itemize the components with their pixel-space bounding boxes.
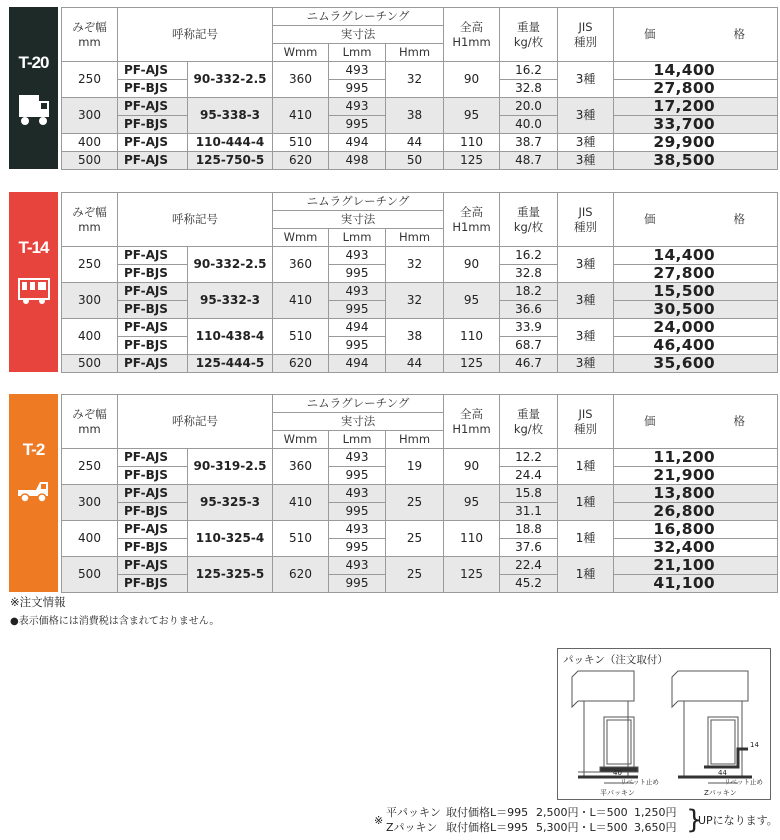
price-cell: 33,700 bbox=[614, 116, 778, 134]
col-jis-header: JIS 種別 bbox=[558, 193, 614, 247]
load-class-tag bbox=[9, 192, 58, 372]
col-weight-header: 重量 kg/枚 bbox=[500, 193, 558, 247]
table-row bbox=[62, 319, 778, 337]
l-cell: 995 bbox=[329, 539, 386, 557]
dim-right-h: 14 bbox=[750, 741, 759, 749]
price-cell: 35,600 bbox=[614, 355, 778, 373]
load-class-code: T-14 bbox=[18, 238, 49, 257]
footer-row-z: Zパッキン 取付価格L＝995 5,300円・L＝500 3,650円 bbox=[386, 821, 677, 834]
bus-icon bbox=[17, 258, 51, 310]
model-cell: 95-325-3 bbox=[188, 485, 273, 521]
jis-cell: 1種 bbox=[558, 557, 614, 593]
model-cell: 110-438-4 bbox=[188, 319, 273, 355]
notes-title: ※注文情報 bbox=[10, 595, 66, 609]
l-cell: 494 bbox=[329, 134, 386, 152]
price-cell: 24,000 bbox=[614, 319, 778, 337]
col-h-header: Hmm bbox=[386, 44, 444, 62]
weight-cell: 36.6 bbox=[500, 301, 558, 319]
col-dims-header: 実寸法 bbox=[273, 413, 444, 431]
col-width-header: みぞ幅 mm bbox=[62, 395, 118, 449]
h-cell: 32 bbox=[386, 247, 444, 283]
weight-cell: 38.7 bbox=[500, 134, 558, 152]
width-cell: 400 bbox=[62, 134, 118, 152]
diagram-title: パッキン（注文取付） bbox=[563, 654, 668, 666]
w-cell: 510 bbox=[273, 319, 329, 355]
h-cell: 25 bbox=[386, 485, 444, 521]
jis-cell: 1種 bbox=[558, 521, 614, 557]
width-cell: 500 bbox=[62, 152, 118, 170]
l-cell: 995 bbox=[329, 116, 386, 134]
jis-cell: 3種 bbox=[558, 319, 614, 355]
col-weight-header: 重量 kg/枚 bbox=[500, 395, 558, 449]
l-cell: 995 bbox=[329, 503, 386, 521]
footer-row-flat: 平パッキン 取付価格L＝995 2,500円・L＝500 1,250円 bbox=[386, 806, 677, 819]
col-price-header: 価 格 bbox=[614, 395, 778, 449]
price-cell: 21,100 bbox=[614, 557, 778, 575]
rivet-label-left: リベット止め bbox=[620, 778, 659, 786]
price-cell: 41,100 bbox=[614, 575, 778, 593]
weight-cell: 12.2 bbox=[500, 449, 558, 467]
prefix-cell: PF-BJS bbox=[118, 467, 188, 485]
price-cell: 14,400 bbox=[614, 247, 778, 265]
l-cell: 995 bbox=[329, 575, 386, 593]
h-cell: 32 bbox=[386, 62, 444, 98]
footer-up-text: UPになります。 bbox=[698, 814, 778, 827]
prefix-cell: PF-AJS bbox=[118, 319, 188, 337]
prefix-cell: PF-BJS bbox=[118, 575, 188, 593]
col-width-header: みぞ幅 mm bbox=[62, 193, 118, 247]
packing-diagram bbox=[557, 648, 771, 800]
prefix-cell: PF-AJS bbox=[118, 98, 188, 116]
l-cell: 493 bbox=[329, 449, 386, 467]
h1-cell: 110 bbox=[444, 134, 500, 152]
prefix-cell: PF-AJS bbox=[118, 557, 188, 575]
caption-z: Zパッキン bbox=[704, 789, 737, 797]
price-table bbox=[61, 394, 778, 593]
w-cell: 410 bbox=[273, 283, 329, 319]
l-cell: 995 bbox=[329, 80, 386, 98]
table-row bbox=[62, 98, 778, 116]
width-cell: 250 bbox=[62, 62, 118, 98]
weight-cell: 20.0 bbox=[500, 98, 558, 116]
model-cell: 125-325-5 bbox=[188, 557, 273, 593]
table-row bbox=[62, 485, 778, 503]
order-notes bbox=[10, 594, 219, 629]
col-l-header: Lmm bbox=[329, 431, 386, 449]
jis-cell: 3種 bbox=[558, 134, 614, 152]
section-t-14 bbox=[9, 192, 777, 372]
packing-price-footer bbox=[374, 805, 778, 835]
width-cell: 300 bbox=[62, 98, 118, 134]
footer-brace: } bbox=[686, 805, 703, 835]
l-cell: 493 bbox=[329, 247, 386, 265]
col-l-header: Lmm bbox=[329, 44, 386, 62]
price-cell: 14,400 bbox=[614, 62, 778, 80]
table-row bbox=[62, 355, 778, 373]
prefix-cell: PF-AJS bbox=[118, 355, 188, 373]
model-cell: 90-332-2.5 bbox=[188, 62, 273, 98]
l-cell: 995 bbox=[329, 467, 386, 485]
prefix-cell: PF-AJS bbox=[118, 521, 188, 539]
w-cell: 510 bbox=[273, 134, 329, 152]
table-row bbox=[62, 247, 778, 265]
caption-flat: 平パッキン bbox=[600, 789, 635, 797]
price-table bbox=[61, 7, 778, 170]
weight-cell: 45.2 bbox=[500, 575, 558, 593]
col-price-header: 価 格 bbox=[614, 8, 778, 62]
prefix-cell: PF-AJS bbox=[118, 283, 188, 301]
price-cell: 27,800 bbox=[614, 80, 778, 98]
price-table bbox=[61, 192, 778, 373]
model-cell: 110-325-4 bbox=[188, 521, 273, 557]
jis-cell: 3種 bbox=[558, 283, 614, 319]
weight-cell: 32.8 bbox=[500, 265, 558, 283]
table-row bbox=[62, 152, 778, 170]
col-dims-header: 実寸法 bbox=[273, 211, 444, 229]
l-cell: 995 bbox=[329, 337, 386, 355]
price-cell: 13,800 bbox=[614, 485, 778, 503]
prefix-cell: PF-AJS bbox=[118, 152, 188, 170]
load-class-code: T-20 bbox=[18, 53, 49, 72]
weight-cell: 37.6 bbox=[500, 539, 558, 557]
weight-cell: 16.2 bbox=[500, 62, 558, 80]
header-row bbox=[62, 8, 778, 26]
width-cell: 500 bbox=[62, 355, 118, 373]
l-cell: 493 bbox=[329, 521, 386, 539]
table-row bbox=[62, 283, 778, 301]
table-row bbox=[62, 449, 778, 467]
col-height-header: 全高 H1mm bbox=[444, 193, 500, 247]
l-cell: 995 bbox=[329, 265, 386, 283]
dim-left: 40 bbox=[613, 769, 622, 777]
price-cell: 27,800 bbox=[614, 265, 778, 283]
h1-cell: 90 bbox=[444, 247, 500, 283]
footer-star: ※ bbox=[374, 814, 384, 827]
width-cell: 400 bbox=[62, 319, 118, 355]
weight-cell: 18.2 bbox=[500, 283, 558, 301]
jis-cell: 3種 bbox=[558, 98, 614, 134]
pickup-truck-icon bbox=[16, 460, 52, 508]
h1-cell: 125 bbox=[444, 557, 500, 593]
l-cell: 493 bbox=[329, 98, 386, 116]
jis-cell: 1種 bbox=[558, 449, 614, 485]
model-cell: 125-444-5 bbox=[188, 355, 273, 373]
col-model-header: 呼称記号 bbox=[118, 8, 273, 62]
col-price-header: 価 格 bbox=[614, 193, 778, 247]
h1-cell: 95 bbox=[444, 485, 500, 521]
weight-cell: 22.4 bbox=[500, 557, 558, 575]
weight-cell: 15.8 bbox=[500, 485, 558, 503]
price-cell: 11,200 bbox=[614, 449, 778, 467]
col-w-header: Wmm bbox=[273, 229, 329, 247]
price-cell: 17,200 bbox=[614, 98, 778, 116]
model-cell: 90-319-2.5 bbox=[188, 449, 273, 485]
w-cell: 410 bbox=[273, 98, 329, 134]
weight-cell: 46.7 bbox=[500, 355, 558, 373]
price-cell: 32,400 bbox=[614, 539, 778, 557]
jis-cell: 3種 bbox=[558, 355, 614, 373]
w-cell: 360 bbox=[273, 247, 329, 283]
jis-cell: 1種 bbox=[558, 485, 614, 521]
jis-cell: 3種 bbox=[558, 247, 614, 283]
col-model-header: 呼称記号 bbox=[118, 395, 273, 449]
h1-cell: 110 bbox=[444, 319, 500, 355]
w-cell: 410 bbox=[273, 485, 329, 521]
model-cell: 110-444-4 bbox=[188, 134, 273, 152]
l-cell: 494 bbox=[329, 355, 386, 373]
section-t-20 bbox=[9, 7, 777, 169]
load-class-code: T-2 bbox=[22, 440, 45, 459]
prefix-cell: PF-BJS bbox=[118, 539, 188, 557]
prefix-cell: PF-BJS bbox=[118, 116, 188, 134]
col-l-header: Lmm bbox=[329, 229, 386, 247]
col-width-header: みぞ幅 mm bbox=[62, 8, 118, 62]
weight-cell: 31.1 bbox=[500, 503, 558, 521]
h1-cell: 95 bbox=[444, 283, 500, 319]
price-cell: 26,800 bbox=[614, 503, 778, 521]
truck-icon bbox=[17, 73, 51, 133]
weight-cell: 18.8 bbox=[500, 521, 558, 539]
h1-cell: 90 bbox=[444, 62, 500, 98]
h1-cell: 110 bbox=[444, 521, 500, 557]
col-weight-header: 重量 kg/枚 bbox=[500, 8, 558, 62]
weight-cell: 48.7 bbox=[500, 152, 558, 170]
col-w-header: Wmm bbox=[273, 431, 329, 449]
l-cell: 493 bbox=[329, 557, 386, 575]
col-height-header: 全高 H1mm bbox=[444, 8, 500, 62]
l-cell: 494 bbox=[329, 319, 386, 337]
jis-cell: 3種 bbox=[558, 62, 614, 98]
h1-cell: 95 bbox=[444, 98, 500, 134]
w-cell: 510 bbox=[273, 521, 329, 557]
width-cell: 300 bbox=[62, 283, 118, 319]
prefix-cell: PF-AJS bbox=[118, 449, 188, 467]
table-row bbox=[62, 521, 778, 539]
jis-cell: 3種 bbox=[558, 152, 614, 170]
col-w-header: Wmm bbox=[273, 44, 329, 62]
width-cell: 500 bbox=[62, 557, 118, 593]
h-cell: 32 bbox=[386, 283, 444, 319]
col-grating-header: ニムラグレーチング bbox=[273, 8, 444, 26]
price-cell: 29,900 bbox=[614, 134, 778, 152]
model-cell: 90-332-2.5 bbox=[188, 247, 273, 283]
weight-cell: 40.0 bbox=[500, 116, 558, 134]
h-cell: 38 bbox=[386, 98, 444, 134]
price-cell: 21,900 bbox=[614, 467, 778, 485]
l-cell: 493 bbox=[329, 485, 386, 503]
header-row bbox=[62, 395, 778, 413]
table-row bbox=[62, 557, 778, 575]
col-grating-header: ニムラグレーチング bbox=[273, 193, 444, 211]
w-cell: 620 bbox=[273, 355, 329, 373]
w-cell: 620 bbox=[273, 152, 329, 170]
prefix-cell: PF-BJS bbox=[118, 80, 188, 98]
col-model-header: 呼称記号 bbox=[118, 193, 273, 247]
prefix-cell: PF-AJS bbox=[118, 62, 188, 80]
price-cell: 15,500 bbox=[614, 283, 778, 301]
l-cell: 493 bbox=[329, 62, 386, 80]
col-jis-header: JIS 種別 bbox=[558, 8, 614, 62]
col-dims-header: 実寸法 bbox=[273, 26, 444, 44]
rivet-label-right: リベット止め bbox=[724, 778, 763, 786]
w-cell: 360 bbox=[273, 449, 329, 485]
prefix-cell: PF-BJS bbox=[118, 265, 188, 283]
h-cell: 25 bbox=[386, 521, 444, 557]
col-jis-header: JIS 種別 bbox=[558, 395, 614, 449]
h1-cell: 90 bbox=[444, 449, 500, 485]
h-cell: 25 bbox=[386, 557, 444, 593]
h-cell: 44 bbox=[386, 355, 444, 373]
h-cell: 38 bbox=[386, 319, 444, 355]
weight-cell: 33.9 bbox=[500, 319, 558, 337]
col-h-header: Hmm bbox=[386, 229, 444, 247]
header-row bbox=[62, 193, 778, 211]
h1-cell: 125 bbox=[444, 152, 500, 170]
table-row bbox=[62, 134, 778, 152]
col-height-header: 全高 H1mm bbox=[444, 395, 500, 449]
w-cell: 360 bbox=[273, 62, 329, 98]
load-class-tag bbox=[9, 394, 58, 592]
section-t-2 bbox=[9, 394, 777, 592]
l-cell: 498 bbox=[329, 152, 386, 170]
price-cell: 46,400 bbox=[614, 337, 778, 355]
weight-cell: 68.7 bbox=[500, 337, 558, 355]
load-class-tag bbox=[9, 7, 58, 169]
h1-cell: 125 bbox=[444, 355, 500, 373]
width-cell: 400 bbox=[62, 521, 118, 557]
width-cell: 250 bbox=[62, 449, 118, 485]
dim-right: 44 bbox=[718, 769, 727, 777]
weight-cell: 32.8 bbox=[500, 80, 558, 98]
model-cell: 95-338-3 bbox=[188, 98, 273, 134]
prefix-cell: PF-AJS bbox=[118, 485, 188, 503]
h-cell: 19 bbox=[386, 449, 444, 485]
price-cell: 38,500 bbox=[614, 152, 778, 170]
h-cell: 44 bbox=[386, 134, 444, 152]
h-cell: 50 bbox=[386, 152, 444, 170]
weight-cell: 16.2 bbox=[500, 247, 558, 265]
w-cell: 620 bbox=[273, 557, 329, 593]
prefix-cell: PF-BJS bbox=[118, 301, 188, 319]
tax-note: ●表示価格には消費税は含まれておりません。 bbox=[10, 616, 220, 627]
l-cell: 995 bbox=[329, 301, 386, 319]
l-cell: 493 bbox=[329, 283, 386, 301]
price-cell: 30,500 bbox=[614, 301, 778, 319]
width-cell: 300 bbox=[62, 485, 118, 521]
model-cell: 95-332-3 bbox=[188, 283, 273, 319]
col-h-header: Hmm bbox=[386, 431, 444, 449]
weight-cell: 24.4 bbox=[500, 467, 558, 485]
prefix-cell: PF-BJS bbox=[118, 337, 188, 355]
prefix-cell: PF-AJS bbox=[118, 134, 188, 152]
model-cell: 125-750-5 bbox=[188, 152, 273, 170]
col-grating-header: ニムラグレーチング bbox=[273, 395, 444, 413]
price-cell: 16,800 bbox=[614, 521, 778, 539]
prefix-cell: PF-AJS bbox=[118, 247, 188, 265]
table-row bbox=[62, 62, 778, 80]
prefix-cell: PF-BJS bbox=[118, 503, 188, 521]
width-cell: 250 bbox=[62, 247, 118, 283]
